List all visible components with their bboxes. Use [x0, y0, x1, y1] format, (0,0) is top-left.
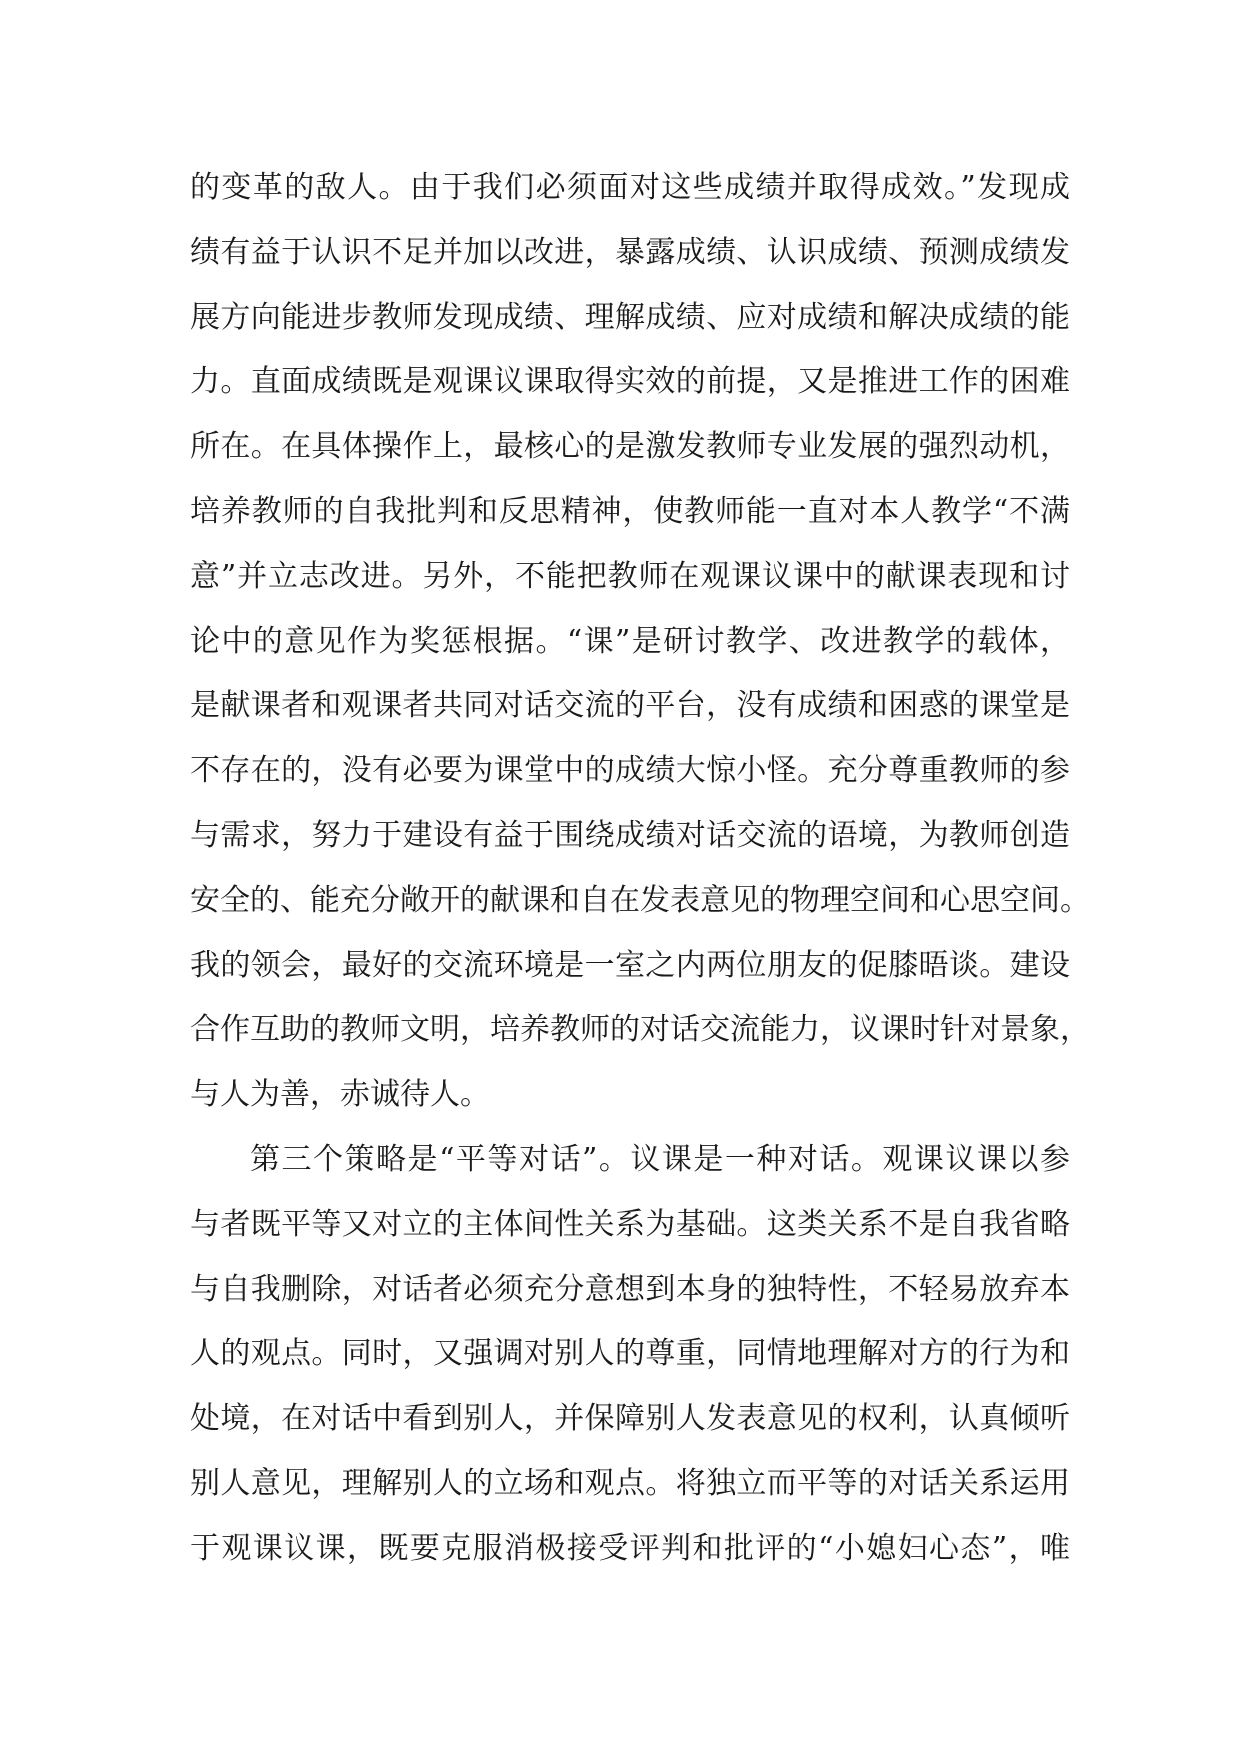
text-line: 绩有益于认识不足并加以改进，暴露成绩、认识成绩、预测成绩发: [190, 234, 1070, 270]
text-line: 处境，在对话中看到别人，并保障别人发表意见的权利，认真倾听: [190, 1401, 1070, 1437]
text-line: 不存在的，没有必要为课堂中的成绩大惊小怪。充分尊重教师的参: [190, 753, 1070, 789]
text-line: 论中的意见作为奖惩根据。“课”是研讨教学、改进教学的载体，: [190, 623, 1070, 659]
text-line: 展方向能进步教师发现成绩、理解成绩、应对成绩和解决成绩的能: [190, 299, 1070, 335]
text-line: 人的观点。同时，又强调对别人的尊重，同情地理解对方的行为和: [190, 1336, 1070, 1372]
text-line: 与人为善，赤诚待人。: [190, 1077, 490, 1113]
body-text: [190, 156, 1090, 1582]
text-line: 第三个策略是“平等对话”。议课是一种对话。观课议课以参: [250, 1141, 1070, 1177]
text-line: 与自我删除，对话者必须充分意想到本身的独特性，不轻易放弃本: [190, 1271, 1070, 1307]
text-line: 培养教师的自我批判和反思精神，使教师能一直对本人教学“不满: [190, 493, 1070, 529]
text-line: 于观课议课，既要克服消极接受评判和批评的“小媳妇心态”，唯: [190, 1530, 1070, 1566]
text-line: 安全的、能充分敞开的献课和自在发表意见的物理空间和心思空间。: [190, 882, 1090, 918]
text-line: 别人意见，理解别人的立场和观点。将独立而平等的对话关系运用: [190, 1465, 1070, 1501]
text-line: 力。直面成绩既是观课议课取得实效的前提，又是推进工作的困难: [190, 364, 1070, 400]
text-line: 合作互助的教师文明，培养教师的对话交流能力，议课时针对景象，: [190, 1012, 1090, 1048]
text-line: 我的领会，最好的交流环境是一室之内两位朋友的促膝晤谈。建设: [190, 947, 1070, 983]
text-line: 是献课者和观课者共同对话交流的平台，没有成绩和困惑的课堂是: [190, 688, 1070, 724]
text-line: 所在。在具体操作上，最核心的是激发教师专业发展的强烈动机，: [190, 429, 1070, 465]
text-line: 的变革的敌人。由于我们必须面对这些成绩并取得成效。”发现成: [190, 170, 1070, 205]
text-line: 意”并立志改进。另外，不能把教师在观课议课中的献课表现和讨: [190, 558, 1070, 594]
text-line: 与者既平等又对立的主体间性关系为基础。这类关系不是自我省略: [190, 1206, 1070, 1242]
text-line: 与需求，努力于建设有益于围绕成绩对话交流的语境，为教师创造: [190, 817, 1070, 853]
